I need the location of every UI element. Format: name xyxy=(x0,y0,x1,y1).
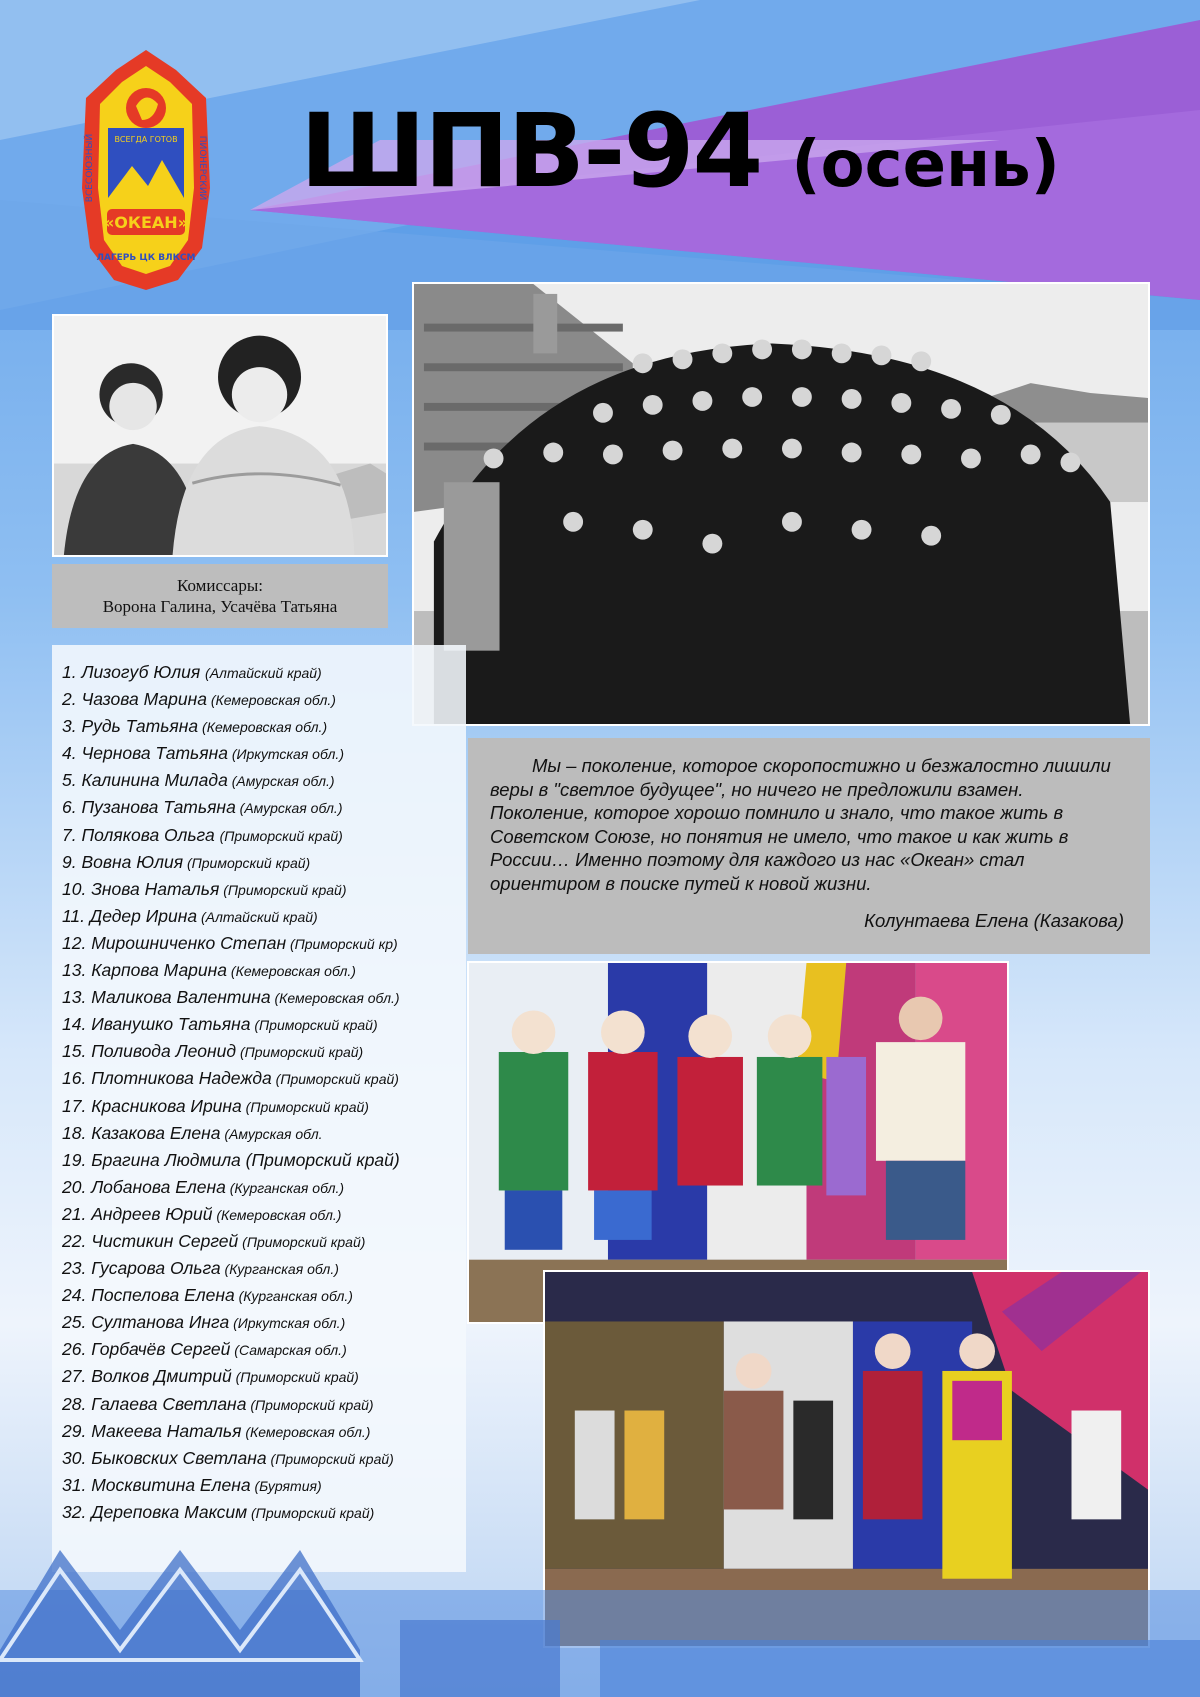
roster-item-region: (Приморский край) xyxy=(238,1233,366,1250)
roster-item-name: 7. Полякова Ольга xyxy=(62,824,220,845)
roster-item-name: 13. Маликова Валентина xyxy=(62,987,271,1008)
roster-item-name: 5. Калинина Милада xyxy=(62,770,228,791)
roster-item-region: (Приморский край) xyxy=(231,1369,359,1386)
roster-item-name: 13. Карпова Марина xyxy=(62,960,228,981)
roster-item xyxy=(62,1065,466,1092)
roster-item-name: 9. Вовна Юлия xyxy=(62,851,184,872)
page-title xyxy=(300,92,1060,212)
roster-item xyxy=(62,1445,466,1472)
roster-item-region: (Самарская обл.) xyxy=(230,1342,347,1359)
roster-item-name: 3. Рудь Татьяна xyxy=(62,716,199,737)
roster-item xyxy=(62,1201,466,1228)
title-main: ШПВ-94 xyxy=(300,92,762,211)
roster-item-name: 12. Мирошниченко Степан xyxy=(62,932,287,953)
roster-item-name: 24. Поспелова Елена xyxy=(62,1285,235,1306)
roster-item-name: 18. Казакова Елена xyxy=(62,1122,221,1143)
roster-item xyxy=(62,1472,466,1499)
roster-item-name: 15. Поливода Леонид xyxy=(62,1041,237,1062)
roster-item-region: (Приморский край) xyxy=(266,1450,394,1467)
roster-item xyxy=(62,1147,466,1174)
roster-item xyxy=(62,1038,466,1065)
group-photo xyxy=(412,282,1150,726)
roster-item-region: (Приморский край) xyxy=(183,854,311,871)
roster-item xyxy=(62,957,466,984)
roster-item-region: (Приморский край) xyxy=(236,1044,364,1061)
camp-skyline-background xyxy=(0,1510,1200,1697)
roster-item xyxy=(62,740,466,767)
ocean-camp-badge-icon xyxy=(78,48,214,292)
roster-item-name: 4. Чернова Татьяна xyxy=(62,743,228,764)
logo-left-text: ВСЕСОЮЗНЫЙ xyxy=(85,133,95,203)
roster-item-name: 25. Султанова Инга xyxy=(62,1312,230,1333)
roster-item-name: 30. Быковских Светлана xyxy=(62,1447,267,1468)
roster-item-region: (Кемеровская обл.) xyxy=(227,963,356,980)
roster-item-region: (Приморский край) xyxy=(246,1396,374,1413)
roster-item-region: (Амурская обл.) xyxy=(227,773,335,790)
roster-item-name: 20. Лобанова Елена xyxy=(62,1176,226,1197)
roster-item-name: 28. Галаева Светлана xyxy=(62,1393,247,1414)
roster-item-region: (Кемеровская обл.) xyxy=(198,719,328,736)
roster-item-region: (Приморский край) xyxy=(219,881,347,898)
title-subtitle: (осень) xyxy=(791,128,1060,202)
roster-item xyxy=(62,849,466,876)
roster-item-region: (Кемеровская обл.) xyxy=(270,990,400,1007)
participants-roster xyxy=(52,645,466,1572)
roster-item-name: 11. Дедер Ирина xyxy=(62,905,198,926)
roster-item-name: 32. Дереповка Максим xyxy=(62,1501,248,1522)
roster-item-name: 2. Чазова Марина xyxy=(62,689,207,710)
roster-item xyxy=(62,1120,466,1147)
roster-item-region: (Амурская обл. xyxy=(220,1125,323,1142)
roster-item-region: (Приморский край) xyxy=(219,827,343,844)
roster-item xyxy=(62,1255,466,1282)
roster-item xyxy=(62,930,466,957)
roster-item xyxy=(62,876,466,903)
roster-item-name: 6. Пузанова Татьяна xyxy=(62,797,236,818)
roster-item xyxy=(62,1336,466,1363)
roster-item-name: 19. Брагина Людмила (Приморский край) xyxy=(62,1149,400,1170)
logo-camp-name: «ОКЕАН» xyxy=(103,213,189,232)
roster-item xyxy=(62,1282,466,1309)
roster-item xyxy=(62,686,466,713)
logo-top-text: ВСЕГДА ГОТОВ xyxy=(114,135,178,144)
quote-author: Колунтаева Елена (Казакова) xyxy=(864,910,1124,931)
commissars-caption xyxy=(52,564,388,628)
commissars-photo xyxy=(52,314,388,557)
roster-item xyxy=(62,1174,466,1201)
roster-item-region: (Приморский край) xyxy=(241,1098,369,1115)
roster-item xyxy=(62,1309,466,1336)
roster-item-name: 17. Красникова Ирина xyxy=(62,1095,242,1116)
roster-item xyxy=(62,713,466,740)
roster-item-name: 31. Москвитина Елена xyxy=(62,1474,251,1495)
roster-item-name: 1. Лизогуб Юлия xyxy=(62,662,206,682)
roster-item-region: (Иркутская обл.) xyxy=(229,1315,346,1332)
roster-item-region: (Курганская обл.) xyxy=(234,1288,353,1305)
roster-item-name: 21. Андреев Юрий xyxy=(62,1203,213,1224)
quote-text: Мы – поколение, которое скоропостижно и безжалостно лишили веры в "светлое будущее", но ничего не предложили взамен. Поколение, которое хорошо помнило и знало, что такое жить в Советском Союзе, но понятия не имело, что такое и как жить в России… Именно поэтому для каждого из нас «Океан» стал ориентиром в поиске путей к новой жизни. xyxy=(490,755,1111,894)
roster-item-name: 23. Гусарова Ольга xyxy=(62,1258,221,1279)
roster-item-name: 10. Знова Наталья xyxy=(62,878,220,899)
roster-item xyxy=(62,767,466,794)
roster-item-region: (Кемеровская обл.) xyxy=(206,692,336,709)
roster-item-region: (Алтайский край) xyxy=(205,665,322,681)
roster-item-region: (Приморский край) xyxy=(250,1017,378,1034)
roster-item-region: (Кемеровская обл.) xyxy=(212,1206,342,1223)
roster-item-region: (Курганская обл.) xyxy=(225,1179,345,1196)
roster-item-region: (Приморский край) xyxy=(247,1504,375,1521)
roster-item-region: (Кемеровская обл.) xyxy=(241,1423,371,1440)
roster-item xyxy=(62,659,466,686)
roster-item-region: (Курганская обл.) xyxy=(220,1261,339,1278)
roster-item xyxy=(62,903,466,930)
roster-item-region: (Амурская обл.) xyxy=(235,800,343,817)
roster-item xyxy=(62,1391,466,1418)
commissars-caption-title: Комиссары: xyxy=(176,576,263,595)
roster-item-region: (Иркутская обл.) xyxy=(227,746,344,763)
roster-item xyxy=(62,1011,466,1038)
roster-item xyxy=(62,1228,466,1255)
roster-item-name: 26. Горбачёв Сергей xyxy=(62,1339,231,1360)
roster-item-region: (Приморский край) xyxy=(271,1071,399,1088)
logo-right-text: ПИОНЕРСКИЙ xyxy=(197,135,207,201)
roster-item xyxy=(62,1093,466,1120)
roster-item-region: (Бурятия) xyxy=(250,1477,322,1494)
roster-item-name: 16. Плотникова Надежда xyxy=(62,1068,272,1089)
roster-item xyxy=(62,822,466,849)
roster-item-name: 29. Макеева Наталья xyxy=(62,1420,242,1441)
roster-item xyxy=(62,984,466,1011)
roster-item-name: 22. Чистикин Сергей xyxy=(62,1230,239,1251)
logo-bottom-text: ЛАГЕРЬ ЦК ВЛКСМ xyxy=(96,253,196,263)
roster-item xyxy=(62,794,466,821)
roster-item xyxy=(62,1363,466,1390)
commissars-caption-names: Ворона Галина, Усачёва Татьяна xyxy=(102,597,338,616)
roster-item-name: 14. Иванушко Татьяна xyxy=(62,1014,251,1035)
roster-item-region: (Приморский кр) xyxy=(286,935,398,952)
roster-item xyxy=(62,1418,466,1445)
quote-box xyxy=(468,738,1150,954)
roster-item-region: (Алтайский край) xyxy=(197,908,318,925)
roster-item-name: 27. Волков Дмитрий xyxy=(62,1366,232,1387)
